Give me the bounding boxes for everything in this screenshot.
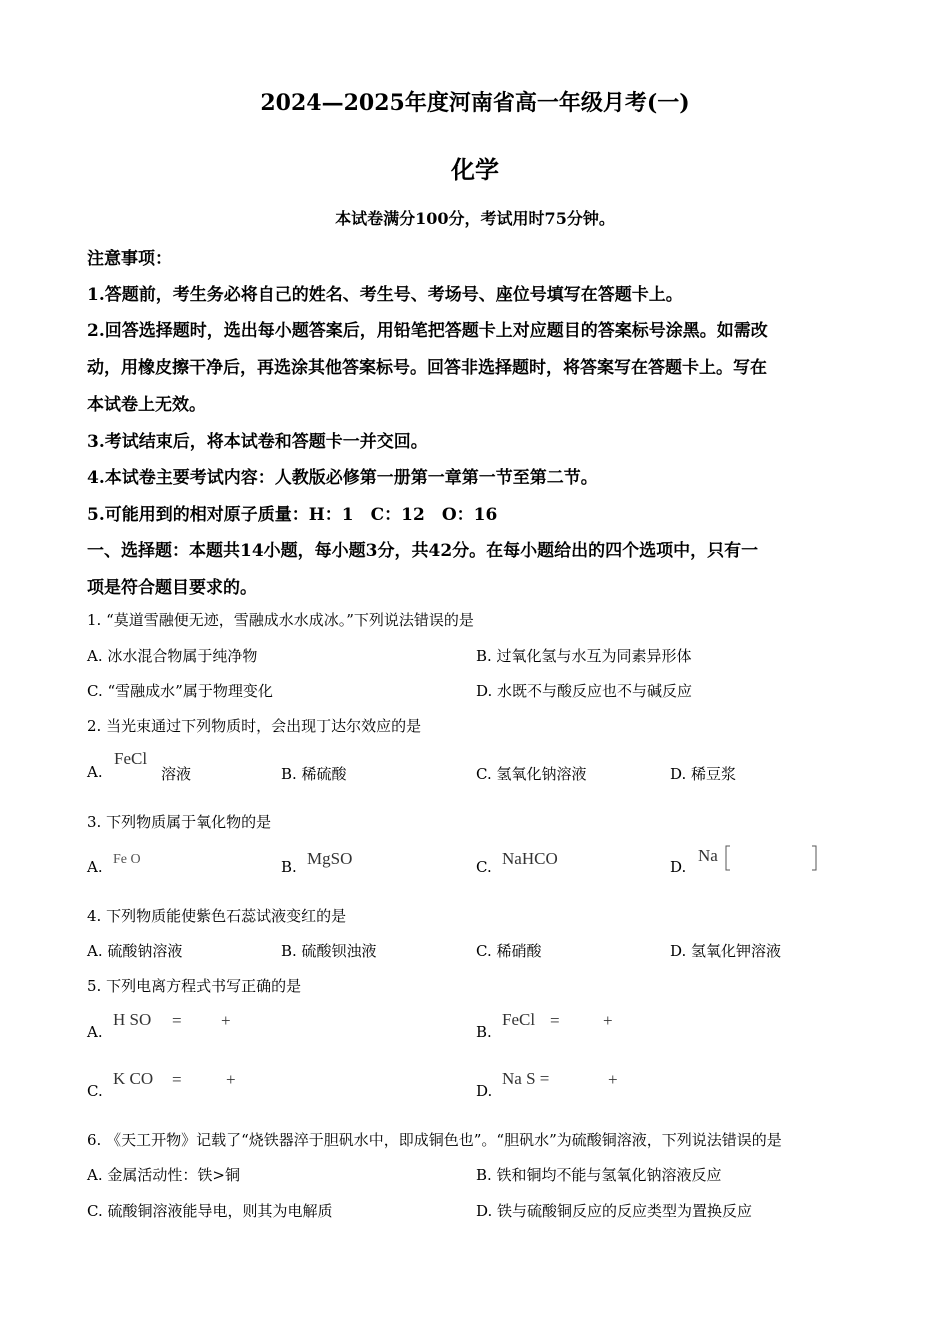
question-1-stem: 1. “莫道雪融便无迹，雪融成水水成冰。”下列说法错误的是 — [87, 611, 474, 629]
question-4-option-c: C. 稀硝酸 — [476, 942, 542, 960]
note-item-1: 1.答题前，考生务必将自己的姓名、考生号、考场号、座位号填写在答题卡上。 — [87, 285, 683, 305]
question-6-option-a: A. 金属活动性：铁>铜 — [87, 1166, 240, 1184]
question-5-option-c-equals: = — [172, 1070, 182, 1089]
section-1-line-2: 项是符合题目要求的。 — [87, 578, 257, 598]
note-item-5: 5.可能用到的相对原子质量：H：1 C：12 O：16 — [87, 505, 498, 525]
question-3-option-d-label: D. — [670, 858, 687, 876]
question-5-option-b-label: B. — [476, 1023, 492, 1041]
question-3-option-b-formula: MgSO — [307, 849, 353, 868]
exam-title: 2024—2025年度河南省高一年级月考(一) — [260, 90, 690, 116]
question-3-option-c-label: C. — [476, 858, 492, 876]
question-5-stem: 5. 下列电离方程式书写正确的是 — [87, 977, 302, 995]
question-3-option-a-formula: Fe O — [113, 852, 141, 867]
question-1-option-d: D. 水既不与酸反应也不与碱反应 — [476, 682, 693, 700]
question-5-option-c-formula: K CO — [113, 1069, 154, 1088]
question-5-option-d-plus: + — [608, 1070, 618, 1089]
note-item-2-line-2: 动，用橡皮擦干净后，再选涂其他答案标号。回答非选择题时，将答案写在答题卡上。写在 — [87, 358, 767, 378]
question-2-option-b: B. 稀硫酸 — [281, 765, 347, 783]
question-5-option-d-label: D. — [476, 1082, 493, 1100]
subject-title: 化学 — [451, 155, 499, 184]
section-1-line-1: 一、选择题：本题共14小题，每小题3分，共42分。在每小题给出的四个选项中，只有一 — [87, 541, 759, 561]
question-1-option-b: B. 过氧化氢与水互为同素异形体 — [476, 647, 692, 665]
question-3-stem: 3. 下列物质属于氧化物的是 — [87, 813, 272, 831]
question-6-option-b: B. 铁和铜均不能与氢氧化钠溶液反应 — [476, 1166, 722, 1184]
exam-meta: 本试卷满分100分，考试用时75分钟。 — [335, 209, 615, 228]
question-5-option-b-equals: = — [550, 1011, 560, 1030]
question-5-option-a-formula: H SO — [113, 1010, 152, 1029]
question-4-option-d: D. 氢氧化钾溶液 — [670, 942, 782, 960]
question-3-option-d-bracket — [724, 845, 820, 871]
question-6-option-d: D. 铁与硫酸铜反应的反应类型为置换反应 — [476, 1202, 753, 1220]
question-5-option-d-formula: Na S = — [502, 1069, 550, 1088]
question-2-option-c: C. 氢氧化钠溶液 — [476, 765, 587, 783]
question-1-option-a: A. 冰水混合物属于纯净物 — [87, 647, 258, 665]
question-4-option-b: B. 硫酸钡浊液 — [281, 942, 377, 960]
question-6-option-c: C. 硫酸铜溶液能导电，则其为电解质 — [87, 1202, 333, 1220]
question-5-option-a-plus: + — [221, 1011, 231, 1030]
question-3-option-c-formula: NaHCO — [502, 849, 558, 868]
question-5-option-c-label: C. — [87, 1082, 103, 1100]
question-3-option-b-label: B. — [281, 858, 297, 876]
question-2-stem: 2. 当光束通过下列物质时，会出现丁达尔效应的是 — [87, 717, 422, 735]
question-2-option-a-text: 溶液 — [161, 765, 192, 783]
question-5-option-b-plus: + — [603, 1011, 613, 1030]
question-4-stem: 4. 下列物质能使紫色石蕊试液变红的是 — [87, 907, 347, 925]
note-item-3: 3.考试结束后，将本试卷和答题卡一并交回。 — [87, 432, 428, 452]
bracket-shape — [724, 845, 820, 871]
note-item-2-line-3: 本试卷上无效。 — [87, 395, 206, 415]
question-1-option-c: C. “雪融成水”属于物理变化 — [87, 682, 273, 700]
question-4-option-a: A. 硫酸钠溶液 — [87, 942, 183, 960]
question-2-option-d: D. 稀豆浆 — [670, 765, 737, 783]
question-6-stem: 6. 《天工开物》记载了“烧铁器淬于胆矾水中，即成铜色也”。“胆矾水”为硫酸铜溶液，下列说法错误的是 — [87, 1131, 782, 1149]
question-3-option-d-formula: Na — [698, 846, 718, 865]
question-2-option-a-formula: FeCl — [114, 749, 148, 768]
question-5-option-b-formula: FeCl — [502, 1010, 536, 1029]
note-item-2-line-1: 2.回答选择题时，选出每小题答案后，用铅笔把答题卡上对应题目的答案标号涂黑。如需改 — [87, 321, 768, 341]
question-2-option-a-label: A. — [87, 763, 103, 781]
note-item-4: 4.本试卷主要考试内容：人教版必修第一册第一章第一节至第二节。 — [87, 468, 598, 488]
question-3-option-a-label: A. — [87, 858, 103, 876]
question-5-option-a-equals: = — [172, 1011, 182, 1030]
question-5-option-c-plus: + — [226, 1070, 236, 1089]
notes-heading: 注意事项： — [87, 249, 172, 269]
question-5-option-a-label: A. — [87, 1023, 103, 1041]
